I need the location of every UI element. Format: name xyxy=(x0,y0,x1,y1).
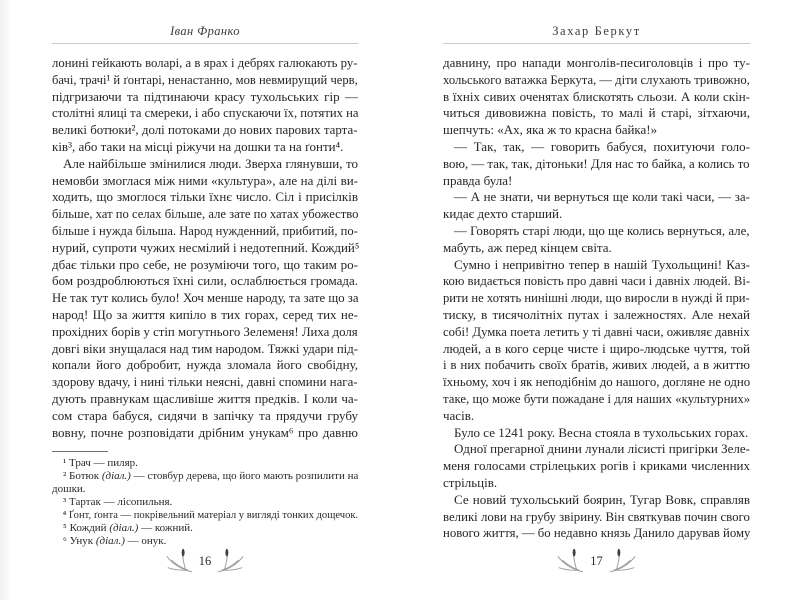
text-line: здорову вдачу, і нині тільки неясні, давні спомини нага- xyxy=(52,374,358,390)
text-line: лонині гейкають воларі, а в ярах і дебрях галюкають ру- xyxy=(52,55,358,70)
footnotes xyxy=(52,457,358,548)
text-line: бачі, трачі¹ й ґонтарі, ненастанно, мов невмирущий черв, xyxy=(52,71,358,87)
text-line: собі! Думка поета летить у ті давні часи, оживляє давніх xyxy=(443,323,750,339)
text-line: немовби змоглася між ними «культура», але на ділі ви- xyxy=(52,172,358,188)
text-line: столітні ялиці та смереки, і або спускаючи їх, потятих на xyxy=(52,105,359,121)
text-line: підгризаючи та підтинаючи красу тухольських гір — xyxy=(52,88,358,104)
text-line: Не так тут колись було! Хоч менше народу, та зате що за xyxy=(52,290,359,306)
branch-ornament-left-icon xyxy=(555,547,583,575)
text-line: бом роздроблюються їхні сили, ослаблюється громада. xyxy=(52,273,358,289)
right-page xyxy=(443,0,750,600)
text-line: довгі віки знущалася над тим народом. Тяжкі удари під- xyxy=(52,340,358,356)
text-line: великі ботюки², долі потоками до нових парових тарта- xyxy=(52,122,358,138)
branch-ornament-right-icon xyxy=(218,547,246,575)
page-number: 16 xyxy=(198,553,212,568)
body-text xyxy=(443,55,750,542)
text-line: ходить, що змоглося тільки їхнє число. Сіл і присілків xyxy=(52,189,358,205)
text-line: сом стара бабуся, сидячи в запічку та прядучи грубу xyxy=(52,407,358,423)
text-line: рити не хотять нинішні люди, що виросли в нужді й при- xyxy=(443,290,750,306)
text-line: їхньому, хоч і як неподібнім до нашого, догляне не одно xyxy=(443,374,751,390)
text-line: дбає тільки про себе, не розуміючи того, що таким ро- xyxy=(52,256,358,272)
text-line: таке, що може бути пожадане і для наших «культурних» xyxy=(443,390,751,406)
text-line: вою, — так, так, дітоньки! Для нас то байка, а колись то xyxy=(443,155,750,171)
text-line: ⁴ Ґонт, ґонта — покрівельний матеріал у вигляді тонких дощечок. xyxy=(62,509,359,521)
text-line: тиску, в тисячолітніх путах і залежностях. Але нехай xyxy=(443,306,750,322)
branch-ornament-right-icon xyxy=(610,547,638,575)
text-line: читься дивовижна повість, то малі й старі, зітхаючи, xyxy=(443,105,750,121)
text-line: великі лови на грубу звірину. Він святкував почин свого xyxy=(443,508,750,524)
text-line: давнину, про напади монголів-песиголовців і про ту- xyxy=(443,55,750,70)
text-line: вовну, почне розповідати дрібним унукам⁶ про давню xyxy=(52,424,358,440)
text-line: нурий, супроти чужих несмілий і недотепний. Кождий⁵ xyxy=(52,239,360,255)
text-line: Було се 1241 року. Весна стояла в тухольських горах. xyxy=(454,424,749,440)
text-line: Одної прегарної днини лунали лісисті пригірки Зеле- xyxy=(454,441,750,457)
text-line: хольського ватажка Беркута, — діти слухають тривожно, xyxy=(443,71,750,87)
text-line: ⁵ Кождий (діал.) — кожний. xyxy=(63,522,193,534)
text-line: Се новий тухольський боярин, Тугар Вовк, справляв xyxy=(454,491,750,507)
running-head-author: Іван Франко xyxy=(170,24,240,38)
text-line: часів. xyxy=(443,407,475,423)
text-line: кою видається повість про давні часи і давніх людей. Ві- xyxy=(443,273,751,289)
header-rule xyxy=(52,43,358,44)
text-line: — Так, так, — говорить бабуся, похитуючи голо- xyxy=(454,138,750,154)
page-number-block xyxy=(443,546,750,576)
text-line: більше, хат по селах більше, але зате по хатах убожество xyxy=(52,206,359,222)
text-line: нового життя, — бо недавно князь Данило дарував йому xyxy=(443,525,751,541)
running-head-title: Захар Беркут xyxy=(552,24,641,38)
text-line: ⁶ Унук (діал.) — онук. xyxy=(63,535,167,547)
text-line: правда була! xyxy=(443,172,513,188)
text-line: стрільців. xyxy=(443,474,498,490)
left-page xyxy=(52,0,358,600)
footnote-separator xyxy=(52,451,108,452)
text-line: дошки. xyxy=(52,483,86,495)
text-line: ¹ Трач — пиляр. xyxy=(63,457,138,469)
text-line: ² Ботюк (діал.) — стовбур дерева, що його мають розпилити на xyxy=(63,470,359,482)
body-text xyxy=(52,55,358,441)
text-line: кидає дехто старший. xyxy=(443,206,563,222)
text-line: народ! Що за життя кипіло в тих горах, серед тих не- xyxy=(52,306,358,322)
text-line: копали його добробит, нужда зломала його свобідну, xyxy=(52,357,358,373)
page-number: 17 xyxy=(590,553,603,568)
header-rule xyxy=(443,43,750,44)
text-line: Сумно і непривітно тепер в нашій Тухольщині! Каз- xyxy=(454,256,750,272)
text-line: дують правнукам щасливіше життя предків. І коли ча- xyxy=(52,390,358,406)
text-line: Але найбільше змінилися люди. Зверха глянувши, то xyxy=(63,155,358,171)
text-line: — Говорять старі люди, що ще колись вернуться, але, xyxy=(453,222,750,238)
text-line: мабуть, аж перед кінцем світа. xyxy=(443,239,612,255)
text-line: людей, а в кого серце чисте і щиро-людське чуття, той xyxy=(443,340,750,356)
text-line: ків³, або таки на місці ріжучи на дошки та на ґонти⁴. xyxy=(52,138,344,154)
branch-ornament-left-icon xyxy=(164,547,192,575)
text-line: прохідних борів у стіп могутнього Зелеменя! Лиха доля xyxy=(52,323,358,339)
text-line: шепчуть: «Ах, яка ж то красна байка!» xyxy=(443,122,658,138)
text-line: і в них побачить своїх братів, живих людей, а в життю xyxy=(443,357,750,373)
text-line: ³ Тартак — лісопильня. xyxy=(63,496,173,508)
page-number-block xyxy=(52,546,358,576)
text-line: — А не знати, чи вернуться ще коли такі часи, — за- xyxy=(454,189,750,205)
text-line: більше і нужда більша. Народ нужденний, прибитий, по- xyxy=(52,222,358,238)
text-line: меня голосами стрілецьких рогів і криками численних xyxy=(443,458,750,474)
text-line: в їхніх сивих оченятах блискотять сльози. А коли скін- xyxy=(443,88,750,104)
